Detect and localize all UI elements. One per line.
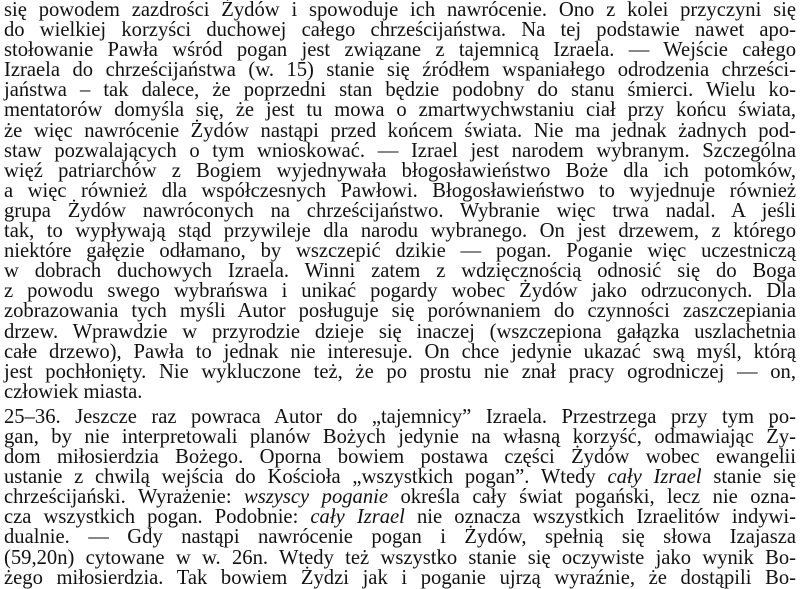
text-line: z powodu swego wybrańswa i unikać pogardy wobec Żydów jako odrzuconych. Dla bbox=[4, 280, 796, 303]
text-line: do wielkiej korzyści duchowej całego chrześcijaństwa. Na tej podstawie nawet apo- bbox=[4, 19, 796, 42]
text-run: cza wszystkich pogan. Podobnie: bbox=[4, 506, 311, 529]
text-line: a więc również dla współczesnych Pawłowi. Błogosławieństwo to wyjednuje również bbox=[4, 179, 796, 202]
text-line: więź patriarchów z Bogiem wyjednywała błogosławieństwo Boże dla ich potomków, bbox=[4, 159, 796, 182]
paragraph-commentary-continuation bbox=[4, 0, 796, 402]
text-line: jest pochłonięty. Nie wykluczone też, że po prostu nie znał pracy ogrodniczej — on, bbox=[4, 360, 796, 383]
italic-phrase: wszyscy poganie bbox=[244, 486, 389, 509]
text-line: (59,20n) cytowane w w. 26n. Wtedy też wszystko stanie się oczywiste jako wynik Bo- bbox=[4, 546, 796, 569]
text-line: mentatorów domyśla się, że jest tu mowa o zmartwychwstaniu ciał przy końcu świata, bbox=[4, 99, 796, 122]
text-line: niektóre gałęzie odłamano, by wszczepić dzikie — pogan. Poganie więc uczestniczą bbox=[4, 240, 796, 263]
italic-phrase: cały Izrael bbox=[310, 506, 405, 529]
text-line: Izraela do chrześcijaństwa (w. 15) stanie się źródłem wspaniałego odrodzenia chrześci- bbox=[4, 59, 796, 82]
text-line: zobrazowania tych myśli Autor posługuje się porównaniem do czynności zaszczepiania bbox=[4, 300, 796, 323]
text-line: całe drzewo), Pawła to jednak nie interesuje. On chce jedynie ukazać swą myśl, którą bbox=[4, 340, 796, 363]
text-line: jaństwa – tak dalece, że poprzedni stan będzie podobny do stanu śmierci. Wielu ko- bbox=[4, 79, 796, 102]
text-run: nie oznacza wszystkich Izraelitów indywi- bbox=[404, 506, 796, 529]
text-line: gan, by nie interpretowali planów Bożych jedynie na własną korzyść, odmawiając Ży- bbox=[4, 425, 796, 448]
text-run: chrześcijański. Wyrażenie: bbox=[4, 486, 244, 509]
text-line: człowiek miasta. bbox=[4, 380, 143, 403]
text-line: stołowanie Pawła wśród pogan jest związane z tajemnicą Izraela. — Wejście całego bbox=[4, 39, 796, 62]
text-line: tak, to wypływają stąd przywileje dla narodu wybranego. On jest drzewem, z którego bbox=[4, 220, 796, 243]
text-line: drzew. Wprawdzie w przyrodzie dzieje się inaczej (wszczepiona gałązka uszlachetnia bbox=[4, 320, 796, 343]
text-line: 25–36. Jeszcze raz powraca Autor do „tajemnicy” Izraela. Przestrzega przy tym po- bbox=[4, 405, 796, 428]
text-line-with-italics bbox=[4, 467, 796, 487]
text-line: że więc nawrócenie Żydów nastąpi przed końcem świata. Nie ma jednak żadnych pod- bbox=[4, 119, 796, 142]
scanned-book-page bbox=[4, 0, 796, 588]
paragraph-verses-25-36 bbox=[4, 407, 796, 588]
text-run: stanie się bbox=[701, 466, 797, 489]
text-run: ustanie z chwilą wejścia do Kościoła „wszystkich pogan”. Wtedy bbox=[4, 466, 608, 489]
text-line-with-italics bbox=[4, 487, 796, 507]
text-line: się powodem zazdrości Żydów i spowoduje ich nawrócenie. Ono z kolei przyczyni się bbox=[4, 0, 796, 21]
text-line: dom miłosierdzia Bożego. Oporna bowiem postawa części Żydów wobec ewangelii bbox=[4, 446, 796, 469]
text-line: staw pozwalających o tym wnioskować. — Izrael jest narodem wybranym. Szczególna bbox=[4, 139, 796, 162]
text-line: żego miłosierdzia. Tak bowiem Żydzi jak i poganie ujrzą wyraźnie, że dostąpili Bo- bbox=[4, 566, 796, 589]
italic-phrase: cały Izrael bbox=[607, 466, 702, 489]
text-run: określa cały świat pogański, lecz nie ozna- bbox=[388, 486, 797, 509]
text-line: grupa Żydów nawróconych na chrześcijaństwo. Wybranie więc trwa nadal. A jeśli bbox=[4, 199, 796, 222]
text-line-with-italics bbox=[4, 507, 796, 527]
text-line: w dobrach duchowych Izraela. Winni zatem z wdzięcznością odnosić się do Boga bbox=[4, 260, 796, 283]
text-line: dualnie. — Gdy nastąpi nawrócenie pogan i Żydów, spełnią się słowa Izajasza bbox=[4, 526, 796, 549]
